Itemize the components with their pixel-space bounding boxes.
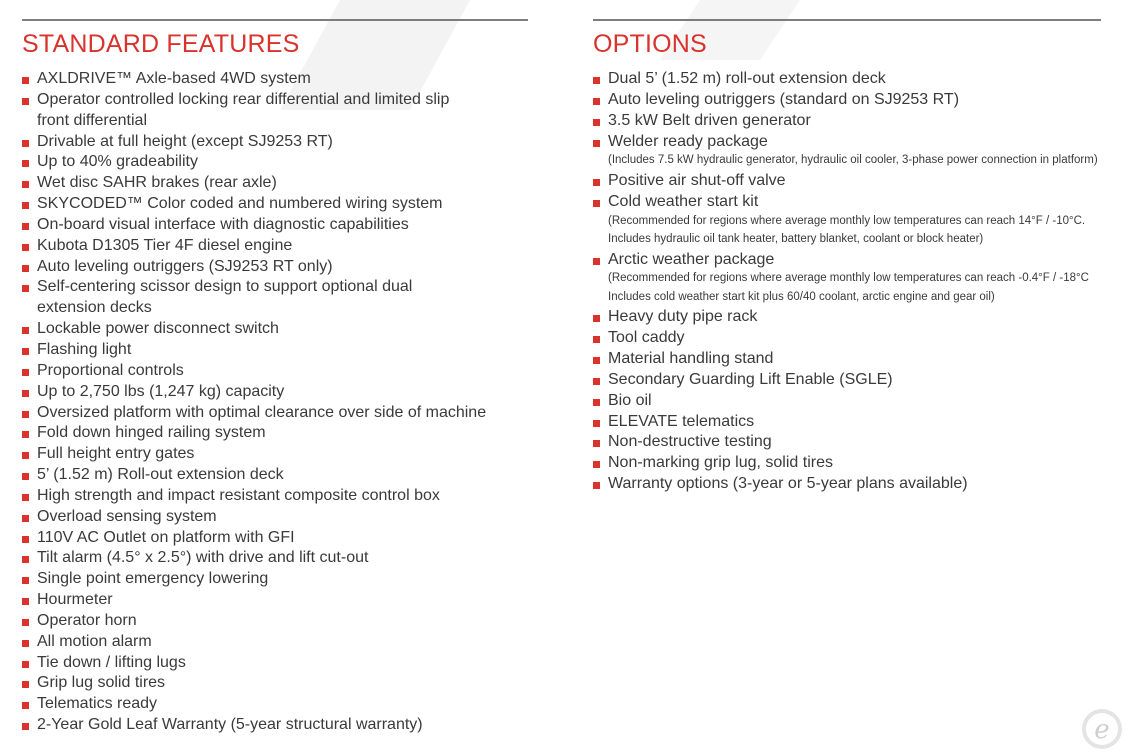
item-text: Full height entry gates	[37, 445, 195, 463]
item-text: Single point emergency lowering	[37, 570, 269, 588]
item-text: Auto leveling outriggers (SJ9253 RT only)	[37, 257, 333, 275]
square-bullet-icon	[22, 369, 29, 376]
item-text: Overload sensing system	[37, 507, 217, 525]
square-bullet-icon	[22, 244, 29, 251]
item-text: 110V AC Outlet on platform with GFI	[37, 528, 295, 546]
item-text: Non-destructive testing	[608, 433, 772, 451]
item-text: Kubota D1305 Tier 4F diesel engine	[37, 236, 293, 254]
list-item	[22, 277, 528, 319]
list-item	[593, 111, 1101, 132]
standard-features-column	[22, 0, 528, 736]
square-bullet-icon	[22, 452, 29, 459]
divider-rule	[22, 19, 528, 21]
list-item	[593, 171, 1101, 192]
e-logo-icon	[1080, 707, 1124, 751]
item-text: Secondary Guarding Lift Enable (SGLE)	[608, 370, 893, 388]
list-item	[22, 715, 528, 736]
square-bullet-icon	[593, 315, 600, 322]
item-text: AXLDRIVE™ Axle-based 4WD system	[37, 70, 311, 87]
square-bullet-icon	[22, 598, 29, 605]
square-bullet-icon	[22, 348, 29, 355]
list-item	[22, 653, 528, 674]
item-note: (Includes 7.5 kW hydraulic generator, hydraulic oil cooler, 3-phase power connection in platform)	[608, 154, 1098, 167]
list-item	[22, 382, 528, 403]
square-bullet-icon	[593, 378, 600, 385]
item-text: Cold weather start kit	[608, 192, 759, 210]
square-bullet-icon	[22, 327, 29, 334]
list-item	[593, 391, 1101, 412]
list-item	[593, 90, 1101, 111]
square-bullet-icon	[22, 494, 29, 501]
list-item	[22, 132, 528, 153]
item-text: SKYCODED™ Color coded and numbered wiring system	[37, 195, 443, 213]
item-text: 3.5 kW Belt driven generator	[608, 111, 811, 129]
list-item	[22, 590, 528, 611]
item-text: Tool caddy	[608, 329, 685, 347]
item-text: Oversized platform with optimal clearance over side of machine	[37, 403, 487, 421]
standard-features-list	[22, 69, 528, 736]
standard-features-title: STANDARD FEATURES	[22, 30, 300, 58]
item-text: extension decks	[37, 299, 152, 317]
list-item	[593, 349, 1101, 370]
item-text: High strength and impact resistant composite control box	[37, 486, 440, 504]
square-bullet-icon	[22, 577, 29, 584]
list-item	[22, 236, 528, 257]
square-bullet-icon	[593, 461, 600, 468]
item-text: Fold down hinged railing system	[37, 424, 266, 442]
item-text: Welder ready package	[608, 132, 768, 150]
list-item	[593, 328, 1101, 349]
list-item	[593, 412, 1101, 433]
square-bullet-icon	[593, 336, 600, 343]
square-bullet-icon	[22, 640, 29, 647]
square-bullet-icon	[593, 357, 600, 364]
square-bullet-icon	[593, 482, 600, 489]
list-item	[22, 319, 528, 340]
list-item	[593, 453, 1101, 474]
square-bullet-icon	[22, 160, 29, 167]
item-text: Non-marking grip lug, solid tires	[608, 454, 833, 472]
list-item	[593, 132, 1101, 169]
svg-text:e: e	[1094, 715, 1110, 745]
item-text: Lockable power disconnect switch	[37, 320, 279, 338]
square-bullet-icon	[22, 202, 29, 209]
square-bullet-icon	[593, 179, 600, 186]
list-item	[22, 257, 528, 278]
list-item	[593, 250, 1101, 306]
list-item	[593, 370, 1101, 391]
list-item	[593, 192, 1101, 248]
square-bullet-icon	[22, 556, 29, 563]
square-bullet-icon	[593, 440, 600, 447]
list-item	[22, 215, 528, 236]
list-item	[22, 90, 528, 132]
square-bullet-icon	[593, 119, 600, 126]
square-bullet-icon	[593, 258, 600, 265]
list-item	[22, 361, 528, 382]
square-bullet-icon	[593, 140, 600, 147]
list-item	[22, 548, 528, 569]
list-item	[22, 444, 528, 465]
item-text: Dual 5’ (1.52 m) roll-out extension deck	[608, 70, 886, 87]
list-item	[22, 632, 528, 653]
list-item	[22, 694, 528, 715]
item-text: Grip lug solid tires	[37, 674, 166, 692]
list-item	[22, 465, 528, 486]
item-text: All motion alarm	[37, 632, 152, 650]
item-text: Hourmeter	[37, 591, 113, 609]
item-text: Drivable at full height (except SJ9253 RT)	[37, 132, 333, 150]
list-item	[593, 307, 1101, 328]
square-bullet-icon	[22, 390, 29, 397]
square-bullet-icon	[22, 702, 29, 709]
square-bullet-icon	[22, 223, 29, 230]
square-bullet-icon	[593, 77, 600, 84]
square-bullet-icon	[22, 285, 29, 292]
item-text: Up to 40% gradeability	[37, 153, 198, 171]
square-bullet-icon	[593, 399, 600, 406]
item-text: Material handling stand	[608, 350, 774, 368]
list-item	[22, 194, 528, 215]
square-bullet-icon	[22, 619, 29, 626]
item-text: Positive air shut-off valve	[608, 171, 786, 189]
square-bullet-icon	[22, 473, 29, 480]
item-text: ELEVATE telematics	[608, 412, 755, 430]
options-title: OPTIONS	[593, 30, 707, 58]
list-item	[593, 432, 1101, 453]
item-text: Tilt alarm (4.5° x 2.5°) with drive and lift cut-out	[37, 549, 369, 567]
list-item	[22, 423, 528, 444]
item-text: Self-centering scissor design to support optional dual	[37, 278, 413, 296]
square-bullet-icon	[22, 98, 29, 105]
list-item	[22, 152, 528, 173]
list-item	[22, 403, 528, 424]
item-text: front differential	[37, 111, 147, 129]
list-item	[22, 486, 528, 507]
list-item	[22, 340, 528, 361]
item-note: (Recommended for regions where average monthly low temperatures can reach -0.4°F / -18°C	[608, 272, 1089, 285]
item-text: Telematics ready	[37, 695, 158, 713]
list-item	[22, 611, 528, 632]
options-column	[593, 0, 1101, 495]
square-bullet-icon	[593, 420, 600, 427]
item-text: On-board visual interface with diagnostic capabilities	[37, 215, 409, 233]
square-bullet-icon	[22, 77, 29, 84]
item-text: Up to 2,750 lbs (1,247 kg) capacity	[37, 382, 285, 400]
list-item	[593, 474, 1101, 495]
square-bullet-icon	[22, 515, 29, 522]
item-text: 2-Year Gold Leaf Warranty (5-year structural warranty)	[37, 716, 423, 734]
square-bullet-icon	[593, 200, 600, 207]
square-bullet-icon	[22, 681, 29, 688]
square-bullet-icon	[22, 661, 29, 668]
square-bullet-icon	[22, 536, 29, 543]
options-list	[593, 69, 1101, 495]
list-item	[22, 569, 528, 590]
item-text: Operator horn	[37, 611, 137, 629]
square-bullet-icon	[22, 431, 29, 438]
item-note: Includes hydraulic oil tank heater, battery blanket, coolant or block heater)	[608, 233, 984, 246]
divider-rule	[593, 19, 1101, 21]
list-item	[22, 673, 528, 694]
item-note: Includes cold weather start kit plus 60/40 coolant, arctic engine and gear oil)	[608, 290, 995, 303]
item-text: Proportional controls	[37, 361, 184, 379]
item-text: Auto leveling outriggers (standard on SJ9253 RT)	[608, 90, 960, 108]
item-text: 5’ (1.52 m) Roll-out extension deck	[37, 466, 284, 484]
square-bullet-icon	[593, 98, 600, 105]
item-text: Operator controlled locking rear differential and limited slip	[37, 90, 450, 108]
square-bullet-icon	[22, 411, 29, 418]
item-text: Tie down / lifting lugs	[37, 653, 186, 671]
item-text: Bio oil	[608, 391, 652, 409]
item-text: Heavy duty pipe rack	[608, 308, 758, 326]
item-note: (Recommended for regions where average monthly low temperatures can reach 14°F / -10°C.	[608, 214, 1086, 227]
list-item	[22, 507, 528, 528]
item-text: Warranty options (3-year or 5-year plans available)	[608, 475, 968, 493]
square-bullet-icon	[22, 723, 29, 730]
square-bullet-icon	[22, 181, 29, 188]
item-text: Wet disc SAHR brakes (rear axle)	[37, 174, 277, 192]
list-item	[593, 69, 1101, 90]
list-item	[22, 528, 528, 549]
square-bullet-icon	[22, 140, 29, 147]
list-item	[22, 173, 528, 194]
square-bullet-icon	[22, 265, 29, 272]
item-text: Arctic weather package	[608, 250, 775, 268]
list-item	[22, 69, 528, 90]
item-text: Flashing light	[37, 340, 132, 358]
